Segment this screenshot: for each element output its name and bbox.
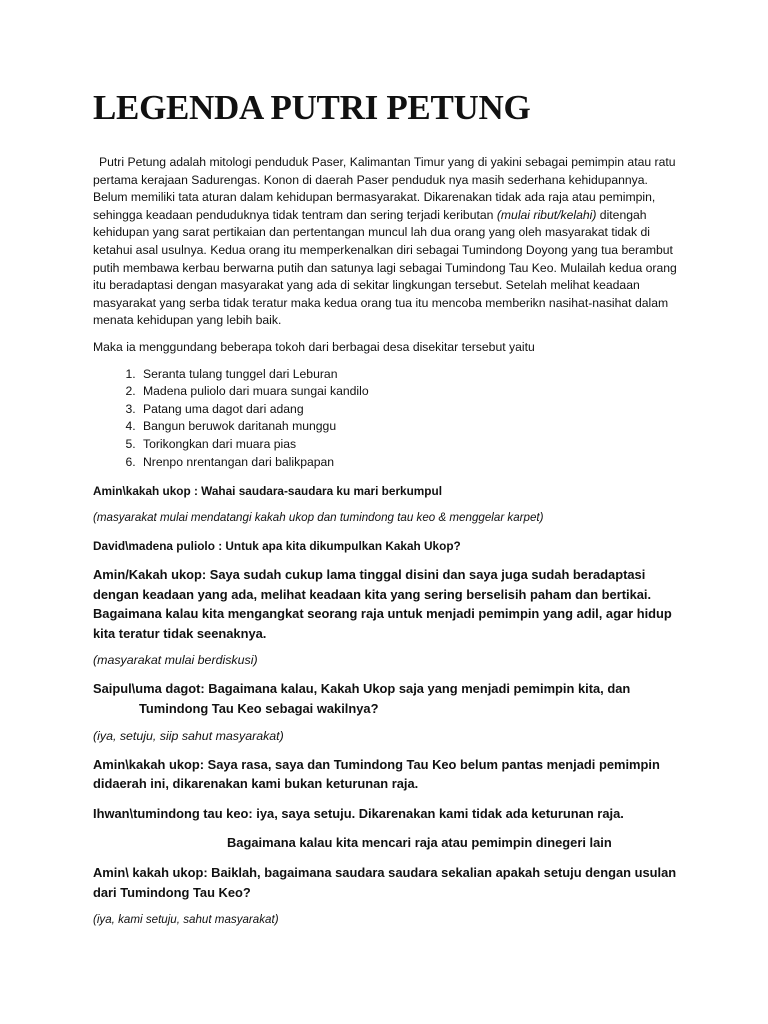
dialogue-line: Saipul\uma dagot: Bagaimana kalau, Kakah Ukop saja yang menjadi pemimpin kita, dan Tumindong Tau Keo sebagai wakilnya? [93,681,631,717]
list-item: 4. Bangun beruwok daritanah munggu [139,418,683,436]
document-title: LEGENDA PUTRI PETUNG [93,88,531,127]
intro-paragraph [93,154,683,330]
list-item: 6. Nrenpo nrentangan dari balikpapan [139,454,683,472]
intro-text-2: ditengah kehidupan yang sarat pertikaian dan pertentangan muncul lah dua orang yang oleh masyarakat tidak di ketahui asal usulnya. Kedua orang itu memperkenalkan diri sebagai Tumindong Doyong yang tua berambut putih membawa kerbau berwarna putih dan satunya lagi sebagai Tumindong Tau Keo. Mulailah kedua orang itu beradaptasi dengan masyarakat yang ada di sekitar lingkungan tersebut. Setelah melihat keadaan masyarakat yang serba tidak teratur maka kedua orang tua itu mencoba memberikn nasihat-nasihat dalam menata kehidupan yang lebih baik. [93,207,677,328]
list-item: 5. Torikongkan dari muara pias [139,436,683,454]
list-item: 1. Seranta tulang tunggel dari Leburan [139,366,683,384]
stage-direction: (iya, setuju, siip sahut masyarakat) [93,728,284,743]
dialogue-line: Amin\kakah ukop: Saya rasa, saya dan Tumindong Tau Keo belum pantas menjadi pemimpin didaerah ini, dikarenakan kami bukan keturunan raja. [93,756,660,792]
intro-text-1: Putri Petung adalah mitologi penduduk Paser, Kalimantan Timur yang di yakini sebagai pemimpin atau ratu pertama kerajaan Sadurengas. Konon di daerah Paser penduduk nya masih sederhana kehidupannya. Belum memiliki tata aturan dalam kehidupan bermasyarakat. Dikarenakan tidak ada raja atau pemimpin, sehingga keadaan penduduknya tidak tentram dan sering terjadi keributan [93,155,676,222]
dialogue-line: Amin\kakah ukop : Wahai saudara-saudara ku mari berkumpul [93,484,442,499]
list-item: 3. Patang uma dagot dari adang [139,401,683,419]
dialogue-line: Ihwan\tumindong tau keo: iya, saya setuju. Dikarenakan kami tidak ada keturunan raja. [93,805,624,821]
intro-italic: (mulai ribut/kelahi) [496,207,597,222]
stage-direction: (iya, kami setuju, sahut masyarakat) [93,913,279,927]
invitation-paragraph: Maka ia menggundang beberapa tokoh dari berbagai desa disekitar tersebut yaitu [93,339,535,354]
dialogue-line: Amin/Kakah ukop: Saya sudah cukup lama tinggal disini dan saya juga sudah beradaptasi dengan keadaan yang ada, melihat keadaan kita yang sering berselisih paham dan bertikai. Bagaimana kalau kita mengangkat seorang raja untuk menjadi pemimpin yang adil, agar hidup kita teratur tidak seenaknya. [93,567,672,641]
tokoh-list [93,366,683,472]
stage-direction: (masyarakat mulai mendatangi kakah ukop dan tumindong tau keo & menggelar karpet) [93,511,544,525]
document-body [93,86,683,928]
dialogue-line: Bagaimana kalau kita mencari raja atau pemimpin dinegeri lain [227,835,612,851]
dialogue-line: Amin\ kakah ukop: Baiklah, bagaimana saudara saudara sekalian apakah setuju dengan usulan dari Tumindong Tau Keo? [93,865,677,900]
stage-direction: (masyarakat mulai berdiskusi) [93,653,258,668]
dialogue-line: David\madena puliolo : Untuk apa kita dikumpulkan Kakah Ukop? [93,539,461,554]
list-item: 2. Madena puliolo dari muara sungai kandilo [139,383,683,401]
